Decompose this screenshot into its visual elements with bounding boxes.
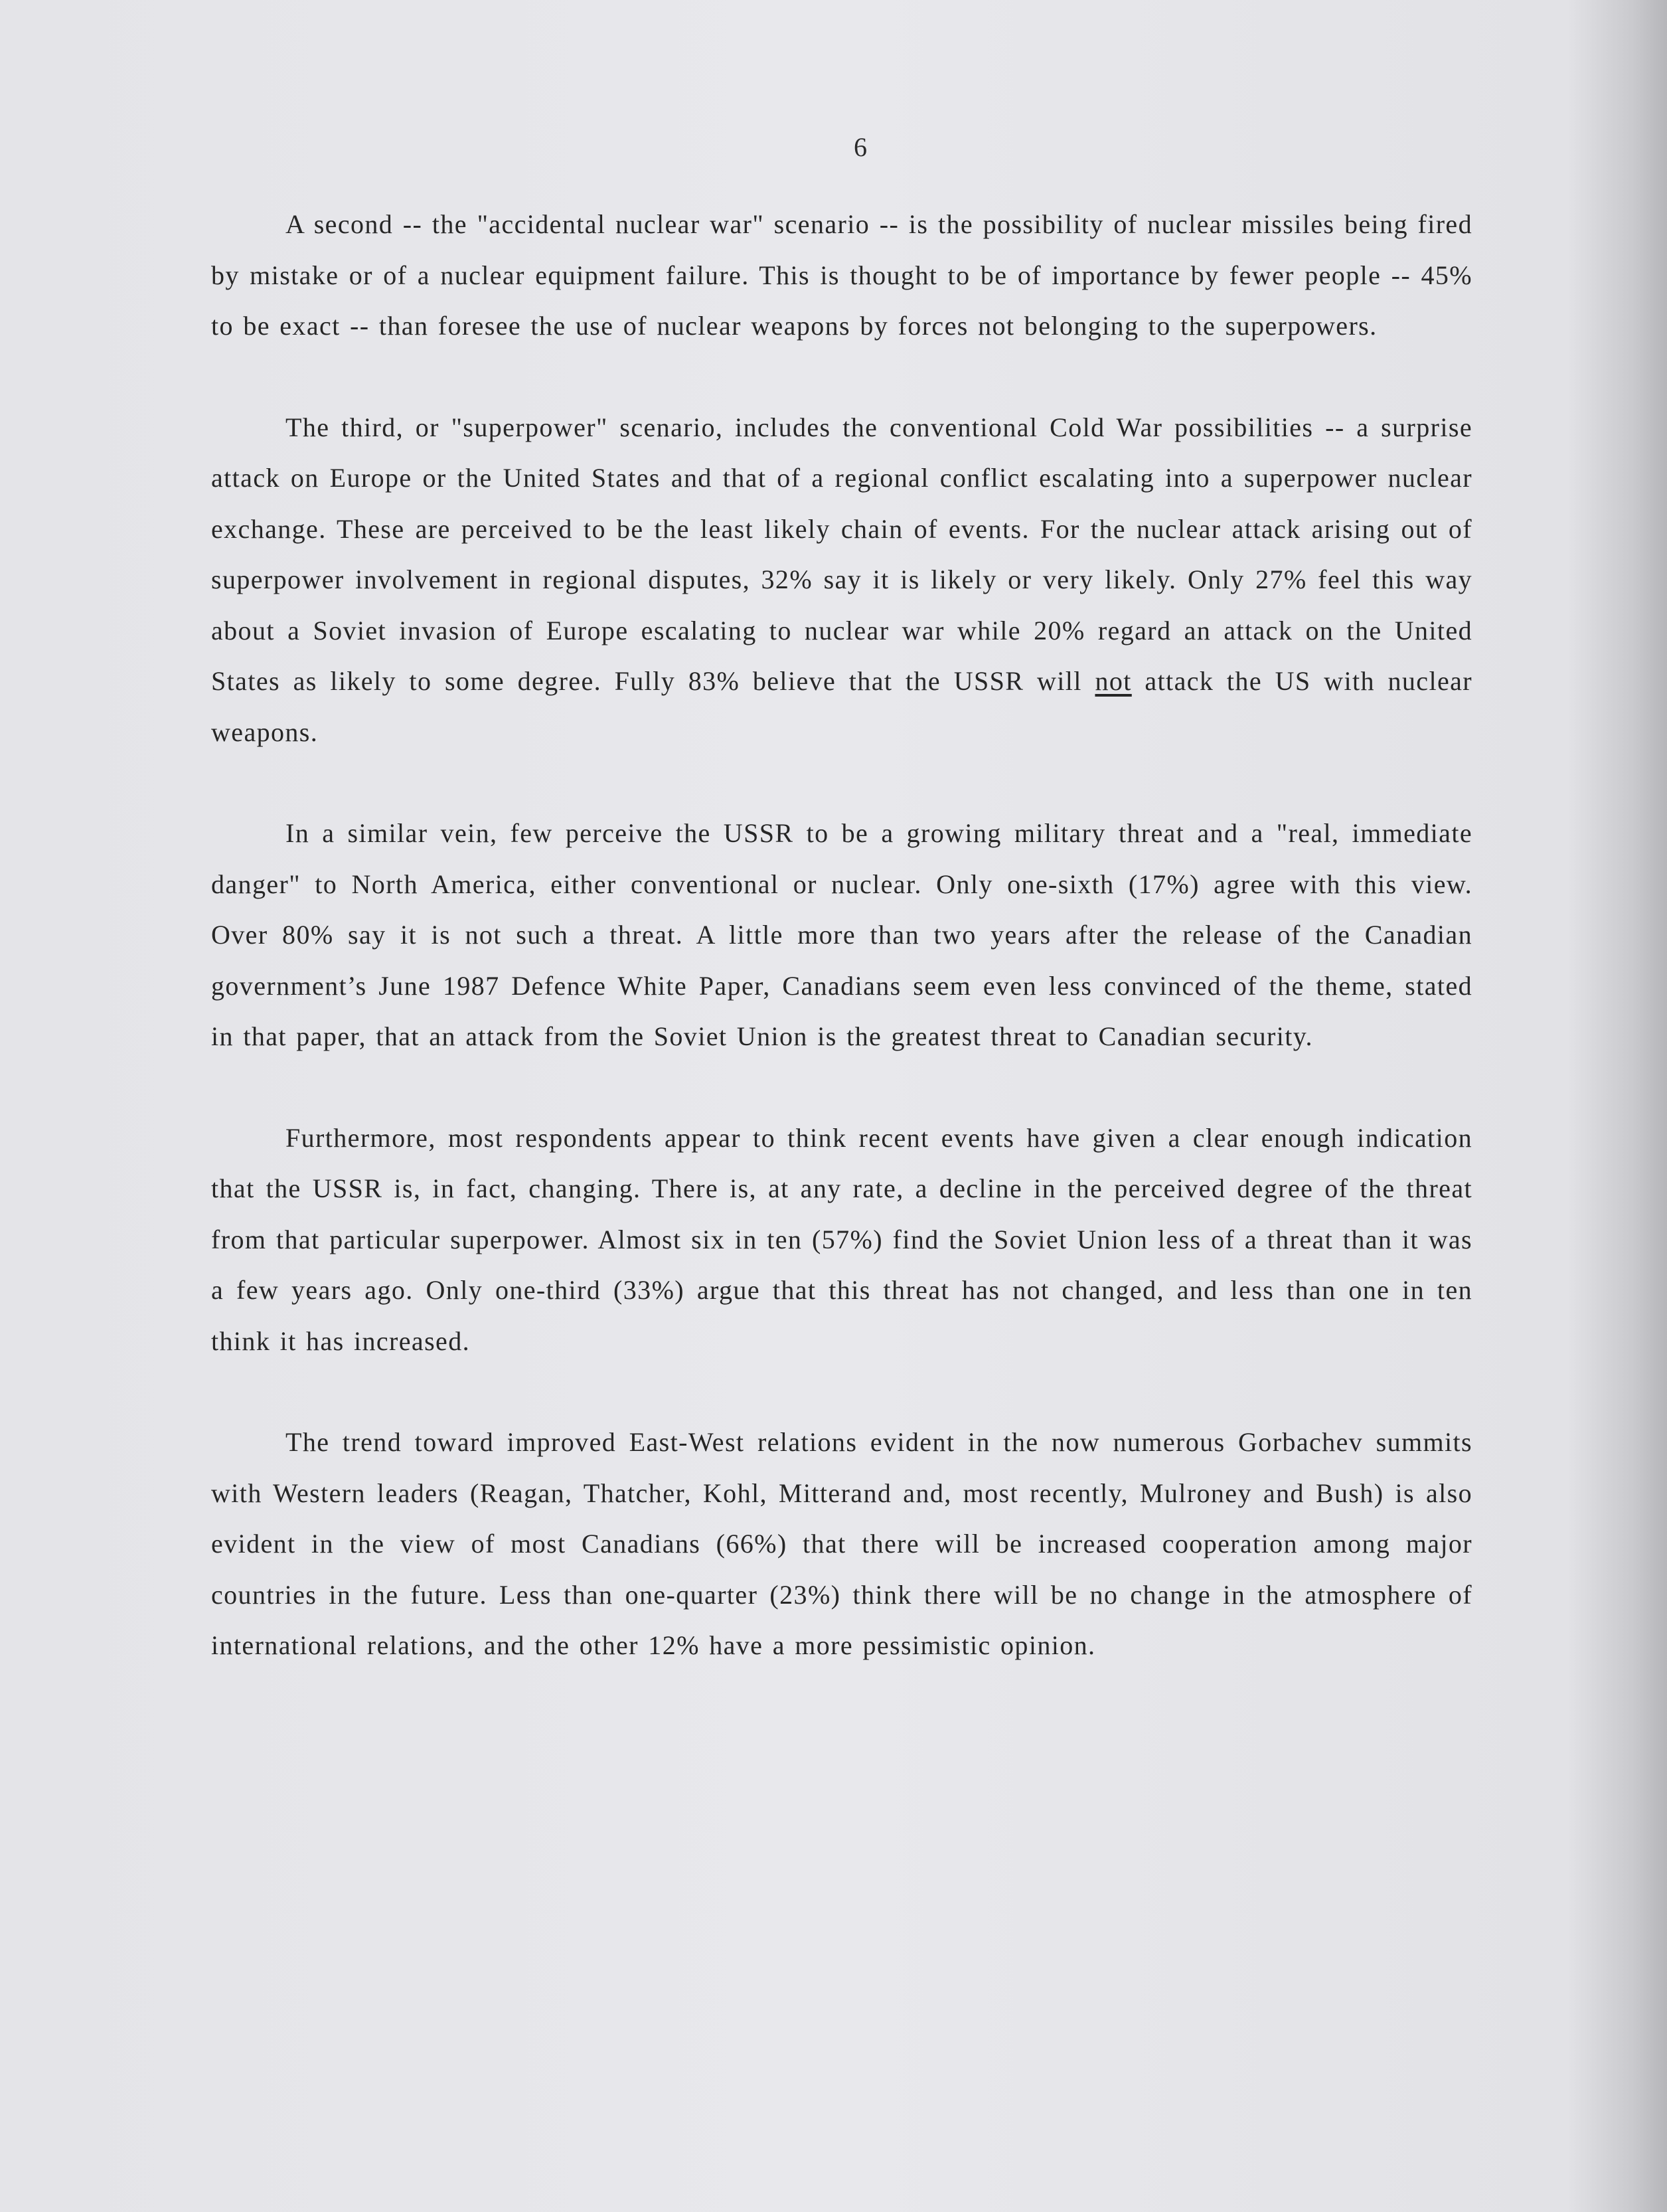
paragraph-accidental-scenario: A second -- the "accidental nuclear war" scenario -- is the possibility of nuclear missiles being fired by mistake or of a nuclear equipment failure. This is thought to be of importance by fewer people -- 45% to be exact -- than foresee the use of nuclear weapons by forces not belonging to the superpowers. [211, 209, 1472, 341]
page-number: 6 [854, 132, 867, 162]
paragraph-soviet-threat: In a similar vein, few perceive the USSR to be a growing military threat and a "real, immediate danger" to North America, either conventional or nuclear. Only one-sixth (17%) agree with this view. Over 80% say it is not such a threat. A little more than two years after the release of the Canadian government’s June 1987 Defence White Paper, Canadians seem even less convinced of the theme, stated in that paper, that an attack from the Soviet Union is the greatest threat to Canadian security. [211, 818, 1472, 1051]
paragraph-ussr-changing: Furthermore, most respondents appear to think recent events have given a clear enough indication that the USSR is, in fact, changing. There is, at any rate, a decline in the perceived degree of the threat from that particular superpower. Almost six in ten (57%) find the Soviet Union less of a threat than it was a few years ago. Only one-third (33%) argue that this threat has not changed, and less than one in ten think it has increased. [211, 1122, 1472, 1356]
paragraph-superpower-scenario [211, 402, 1472, 758]
underlined-word: not [1095, 666, 1132, 696]
body-text [211, 199, 1472, 1671]
paragraph-east-west-relations: The trend toward improved East-West relations evident in the now numerous Gorbachev summits with Western leaders (Reagan, Thatcher, Kohl, Mitterand and, most recently, Mulroney and Bush) is also evident in the view of most Canadians (66%) that there will be increased cooperation among major countries in the future. Less than one-quarter (23%) think there will be no change in the atmosphere of international relations, and the other 12% have a more pessimistic opinion. [211, 1427, 1472, 1660]
paragraph-text: The third, or "superpower" scenario, includes the conventional Cold War possibilities -- a surprise attack on Europe or the United States and that of a regional conflict escalating into a superpower nuclear exchange. These are perceived to be the least likely chain of events. For the nuclear attack arising out of superpower involvement in regional disputes, 32% say it is likely or very likely. Only 27% feel this way about a Soviet invasion of Europe escalating to nuclear war while 20% regard an attack on the United States as likely to some degree. Fully 83% believe that the USSR will [211, 412, 1472, 696]
paragraph-text-continued: attack the US with nuclear weapons. [211, 666, 1472, 747]
